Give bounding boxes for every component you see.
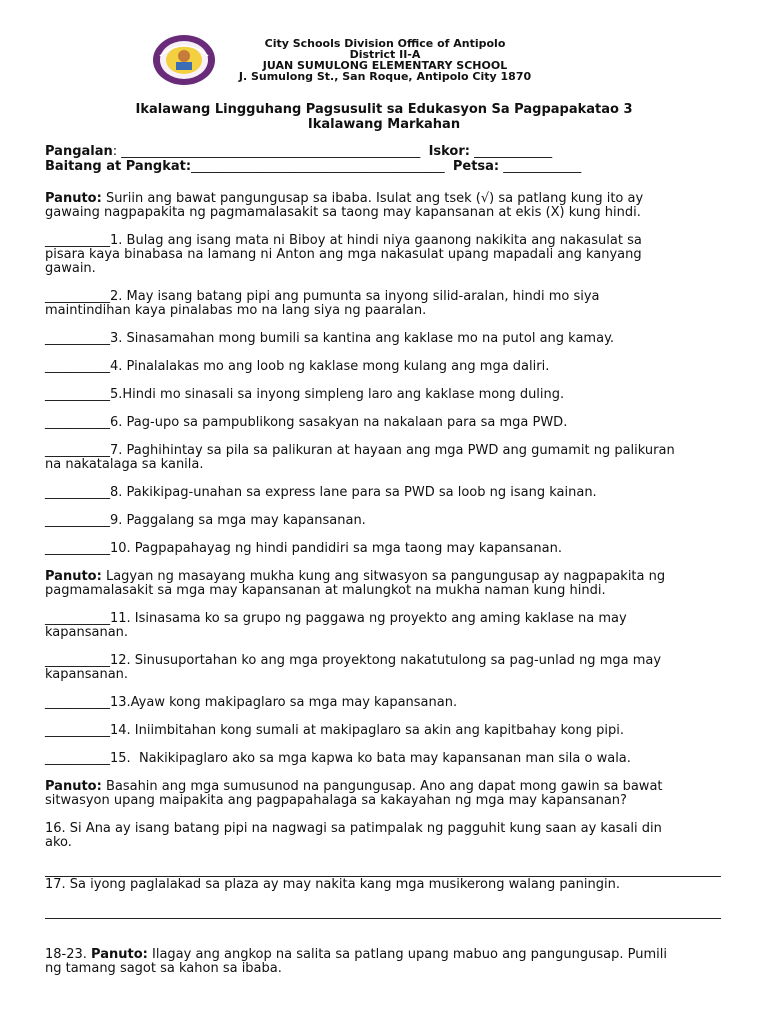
- pangalan-label: Pangalan: [45, 144, 113, 159]
- name-score-row: [45, 145, 725, 159]
- section3-instruction: Panuto: Basahin ang mga sumusunod na pangungusap. Ano ang dapat mong gawin sa bawat: [45, 779, 663, 794]
- petsa-field[interactable]: ____________: [499, 159, 582, 174]
- title-quarter: Ikalawang Markahan: [307, 117, 461, 132]
- item-3: __________3. Sinasamahan mong bumili sa kantina ang kaklase mo na putol ang kamay.: [45, 331, 615, 346]
- header-address: J. Sumulong St., San Roque, Antipolo City 1870: [238, 70, 532, 83]
- title-subject: Ikalawang Lingguhang Pagsusulit sa Edukasyon Sa Pagpapakatao 3: [135, 102, 633, 117]
- item-2: __________2. May isang batang pipi ang pumunta sa inyong silid-aralan, hindi mo siya: [45, 289, 600, 304]
- panuto-label: Panuto:: [45, 779, 102, 794]
- section4-instruction-cont: ng tamang sagot sa kahon sa ibaba.: [45, 961, 282, 976]
- item-12: __________12. Sinusuportahan ko ang mga proyektong nakatutulong sa pag-unlad ng mga may: [45, 653, 662, 668]
- iskor-label: Iskor:: [428, 144, 470, 159]
- header-district: District II-A: [349, 48, 421, 61]
- panuto-label: Panuto:: [45, 569, 102, 584]
- item-2-cont: maintindihan kaya pinalabas mo na lang siya ng paaralan.: [45, 303, 427, 318]
- section4-instruction: 18-23. Panuto: Ilagay ang angkop na salita sa patlang upang mabuo ang pangungusap. Pumili: [45, 947, 667, 962]
- section1-instruction: Panuto: Suriin ang bawat pangungusap sa ibaba. Isulat ang tsek (√) sa patlang kung ito ay: [45, 191, 644, 206]
- item-7: __________7. Paghihintay sa pila sa palikuran at hayaan ang mga PWD ang gumamit ng palikuran: [45, 443, 675, 458]
- item-6: __________6. Pag-upo sa pampublikong sasakyan na nakalaan para sa mga PWD.: [45, 415, 568, 430]
- school-header: [220, 38, 550, 82]
- panuto-label: Panuto:: [91, 947, 148, 962]
- item-4: __________4. Pinalalakas mo ang loob ng kaklase mong kulang ang mga daliri.: [45, 359, 550, 374]
- pangalan-field[interactable]: : ______________________________________________: [112, 144, 421, 159]
- panuto-label: Panuto:: [45, 191, 102, 206]
- school-seal-icon: [152, 34, 216, 86]
- section1-instruction-cont: gawaing nagpapakita ng pagmamalasakit sa taong may kapansanan at ekis (X) kung hindi.: [45, 205, 641, 220]
- page-title: [60, 102, 708, 132]
- header-school-name: JUAN SUMULONG ELEMENTARY SCHOOL: [262, 59, 508, 72]
- baitang-field[interactable]: _______________________________________: [191, 159, 445, 174]
- iskor-field[interactable]: ____________: [469, 144, 553, 159]
- question-16-cont: ako.: [45, 835, 72, 850]
- section2-instruction-cont: pagmamalasakit sa mga may kapansanan at malungkot na mukha naman kung hindi.: [45, 583, 606, 598]
- item-11-cont: kapansanan.: [45, 625, 129, 640]
- item-7-cont: na nakatalaga sa kanila.: [45, 457, 204, 472]
- answer-line-17[interactable]: [45, 918, 721, 919]
- item-10: __________10. Pagpapahayag ng hindi pandidiri sa mga taong may kapansanan.: [45, 541, 562, 556]
- question-17: 17. Sa iyong paglalakad sa plaza ay may nakita kang mga musikerong walang paningin.: [45, 877, 620, 892]
- question-16: 16. Si Ana ay isang batang pipi na nagwagi sa patimpalak ng pagguhit kung saan ay kasali din: [45, 821, 662, 836]
- item-15: __________15. Nakikipaglaro ako sa mga kapwa ko bata may kapansanan man sila o wala.: [45, 751, 631, 766]
- item-1-cont: gawain.: [45, 261, 96, 276]
- item-1-cont: pisara kaya binabasa na lamang ni Anton ang mga nakasulat upang mapadali ang kanyang: [45, 247, 642, 262]
- item-14: __________14. Iniimbitahan kong sumali at makipaglaro sa akin ang kapitbahay kong pipi.: [45, 723, 624, 738]
- petsa-label: Petsa:: [452, 159, 500, 174]
- item-9: __________9. Paggalang sa mga may kapansanan.: [45, 513, 366, 528]
- item-11: __________11. Isinasama ko sa grupo ng paggawa ng proyekto ang aming kaklase na may: [45, 611, 627, 626]
- grade-date-row: [45, 160, 725, 174]
- item-13: __________13.Ayaw kong makipaglaro sa mga may kapansanan.: [45, 695, 458, 710]
- item-8: __________8. Pakikipag-unahan sa express lane para sa PWD sa loob ng isang kainan.: [45, 485, 597, 500]
- item-12-cont: kapansanan.: [45, 667, 129, 682]
- section3-instruction-cont: sitwasyon upang maipakita ang pagpapahalaga sa kakayahan ng mga may kapansanan?: [45, 793, 627, 808]
- item-5: __________5.Hindi mo sinasali sa inyong simpleng laro ang kaklase mong duling.: [45, 387, 565, 402]
- item-1: __________1. Bulag ang isang mata ni Biboy at hindi niya gaanong nakikita ang nakasulat sa: [45, 233, 642, 248]
- header-division: City Schools Division Office of Antipolo: [264, 37, 506, 50]
- section2-instruction: Panuto: Lagyan ng masayang mukha kung ang sitwasyon sa pangungusap ay nagpapakita ng: [45, 569, 666, 584]
- baitang-label: Baitang at Pangkat:: [45, 159, 192, 174]
